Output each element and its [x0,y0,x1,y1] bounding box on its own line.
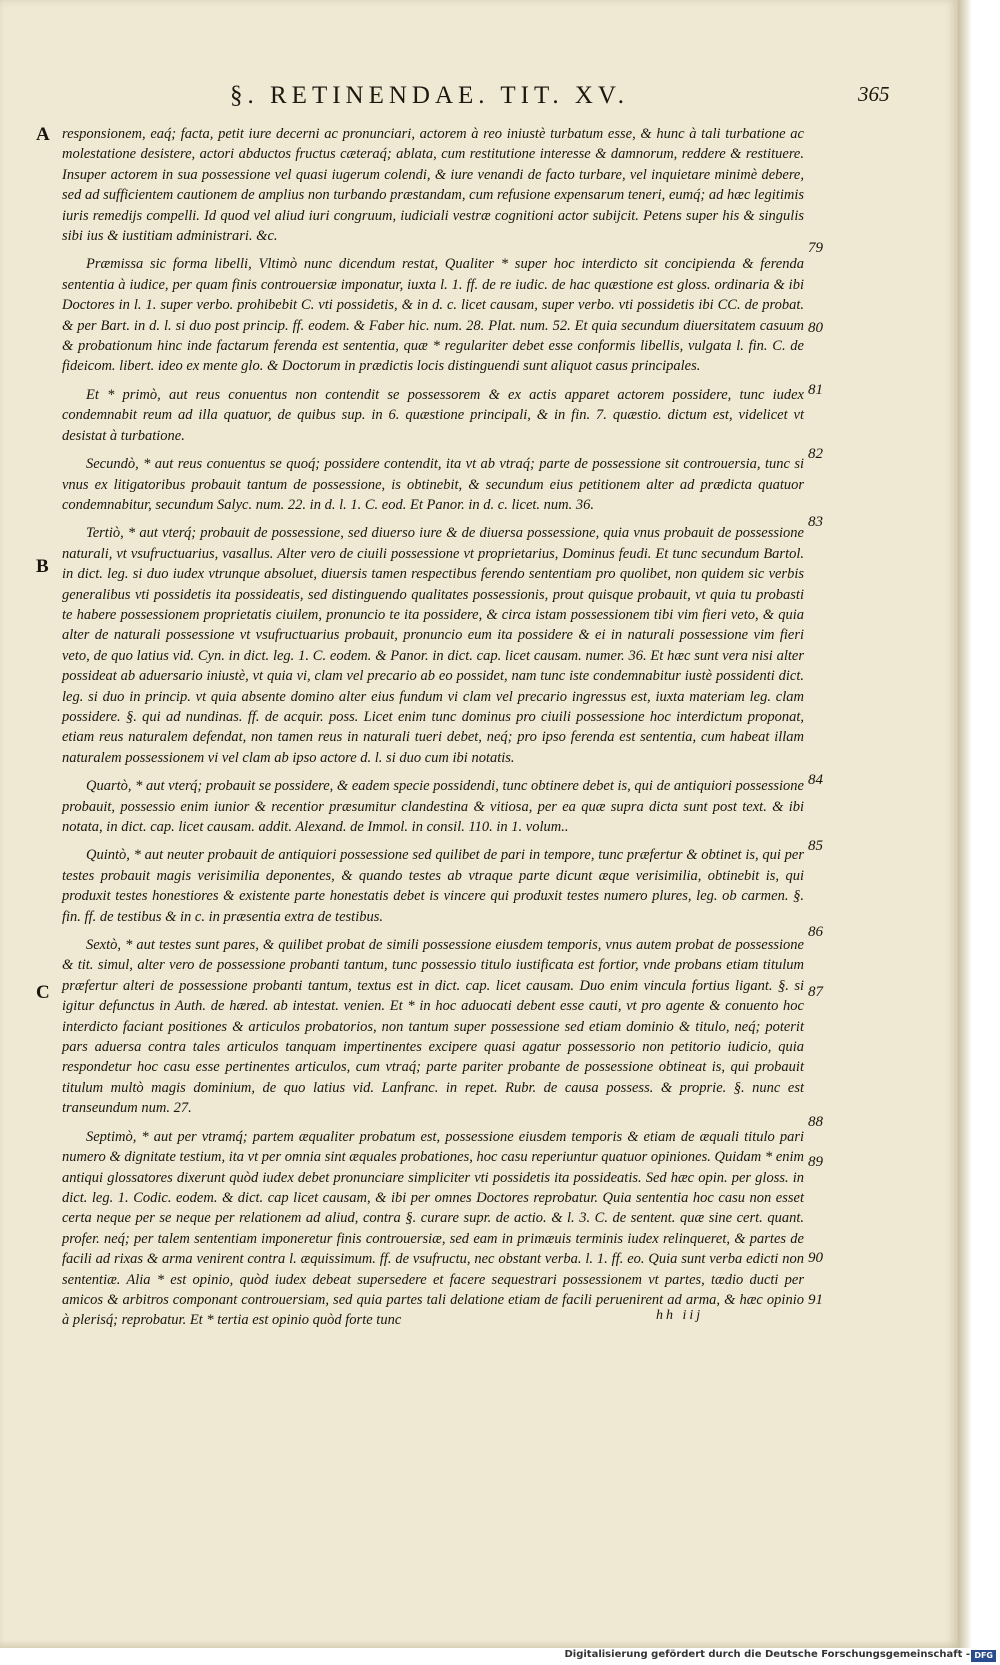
paragraph: Et * primò, aut reus conuentus non contendit se possessorem & ex actis apparet actorem possidere, tunc iudex condemnabit reum ad illa quatuor, de quibus sup. in 6. quæstione principali, & in fin. 7. quæstio. dictum est, videlicet vt desistat à turbatione. [62,386,804,444]
margin-number: 79 [808,240,823,256]
margin-letter-c: C [36,982,50,1003]
margin-number: 82 [808,446,823,462]
margin-number: 80 [808,320,823,336]
page-number: 365 [858,82,890,106]
margin-number: 90 [808,1250,823,1266]
margin-number: 85 [808,838,823,854]
page-edge-shadow [958,0,972,1648]
signature-mark: hh iij [656,1308,704,1323]
paragraph: Sextò, * aut testes sunt pares, & quilibet probat de simili possessione eiusdem temporis, vnus autem probat de possessione & tit. simul, alter vero de possessione probanti tantum, tunc possessio titulo iustificata est fortior, vnde probans etiam titulum præfertur alteri de possessione probanti tantum, textus est in dict. cap. licet causam. Duo enim vincula fortius ligant. §. si igitur defunctus in Auth. de hæred. ab intestat. venien. Et * in hoc aduocati debent esse cauti, vt pro agente & conuento hoc interdicto faciant positiones & articulos probatorios, non tantum super possessione sed etiam dominio & titulo, neq́; poterit pars aduersa contra tales articulos tanquam impertinentes excipere quasi agatur possessorio non petitorio iudicio, quia respondetur hoc casu esse pertinentes articulos, cum vtraq́; parte pariter probante de possessione obtineat is, qui probauit titulum multò magis dominium, de quo latius vid. Lanfranc. in repet. Rubr. de causa possess. & proprie. §. nunc est transeundum num. 27. [62,937,804,1117]
paragraph: Quintò, * aut neuter probauit de antiquiori possessione sed quilibet de pari in tempore, tunc præfertur & obtinet is, qui per testes probauit magis verisimilia deponentes, & quando testes ab vtraque parte dicunt æque verisimilia, obtinebit is, qui produxit testes honestiores & existente parte honestatis debet is vincere qui produxit testes numero plures, leg. ob carmen. §. fin. ff. de testibus & in c. in præsentia extra de testibus. [62,847,804,925]
margin-number: 81 [808,382,823,398]
footer-bar [0,1648,1000,1665]
paragraph: Septimò, * aut per vtramq́; partem æqualiter probatum est, possessione eiusdem temporis & etiam de æquali titulo pari numero & dignitate testium, ita vt per omnia sint æquales probationes, hoc casu reperiuntur quatuor opiniones. Quidam * enim antiqui glossatores dixerunt quòd iudex debet pronunciare simpliciter vti possidetis ita possideatis. Sed hæc opin. per gloss. in dict. leg. 1. Codic. eodem. & dict. cap licet causam, & ibi per omnes Doctores reprobatur. Quia sententia hoc casu non esset certa neque per se neque per relationem ad aliud, contra §. curare supr. de actio. & l. 3. C. de sentent. quæ sine cert. quant. profer. neq́; per talem sententiam imponeretur finis controuersiæ, sed eam in primæuis terminis iudex relinqueret, & partes de facili ad rixas & arma venirent contra l. æquissimum. ff. de vsufructu, nec obstant verba. l. 1. ff. eo. Quia sunt verba edicti non sententiæ. Alia * est opinio, quòd iudex debeat supersedere et facere sequestrari possessionem vt partes, tædio ducti per amicos & arbitros componant controuersiam, sed quia partes tali delatione etiam de facili peruenirent ad arma, & hæc opinio à plerisq́; reprobatur. Et * tertia est opinio quòd forte tunc [62,1128,804,1329]
margin-number: 89 [808,1154,823,1170]
dfg-logo: DFG [971,1650,996,1662]
paragraph: responsionem, eaq́; facta, petit iure decerni ac pronunciari, actorem à reo iniustè turbatum esse, & hunc à tali turbatione ac molestatione desistere, actori abductos fructus cæteraq́; ablata, cum restitutione interesse & damnorum, reddere & restituere. Insuper actorem in sua possessione vel quasi iugerum colendi, & iure venandi de facto turbare, vel inquietare minimè debere, sed ad sufficientem cautionem de amplius non turbando præstandam, cum refusione expensarum teneri, eumq́; ad hæc legitimis iuris remedijs compelli. Id quod vel aliud iuri congruum, iudiciali vestræ cognitioni actor subijcit. Petens super his & singulis sibi ius & iustitiam administrari. &c. [62,126,804,245]
paragraph: Tertiò, * aut vterq́; probauit de possessione, sed diuerso iure & de diuersa possessione, quia vnus probauit de possessione naturali, vt vsufructuarius, vasallus. Alter vero de ciuili possessione vt proprietarius, Dominus feudi. Et tunc secundum Bartol. in dict. leg. si duo iudex vtrunque absoluet, diuersis tamen respectibus ferendo sententiam pro quolibet, non quidem sic verbis generalibus vti possidetis ita possideatis, sed distinguendo qualitates possessionis, prout quisque probauit, vt quia tu probasti te habere possessionem proprietatis ciuilem, pronuncio te ita possidere, & circa istam possessionem tibi vim fieri veto, & quia alter de naturali possessione vt vsufructuarius probauit, pronuncio eum ita possidere & ei in naturali possessione vim fieri veto, de quo latius vid. Cyn. in dict. leg. 1. C. eodem. & Panor. in dict. cap. licet causam. numer. 36. Et hæc sunt vera nisi alter possideat ab aduersario iniustè, vt quia vi, clam vel precario ab eo possidet, nam tunc iste condemnabitur iustè possidenti dict. leg. si duo in princip. vt quia absente domino alter eius fundum vi clam vel precario ingressus est, iuxta materiam leg. clam possidere. §. qui ad nundinas. ff. de acquir. poss. Licet enim tunc dominus pro ciuili possessione hoc interdictum proponat, etiam reus naturalem defendat, non tamen reus in naturali tueri debet, neq́; pro ipso ferenda est sententia, cum habeat illam naturalem possessionem vi vel clam ab ipso actore d. l. si duo cum ibi notatis. [62,525,804,766]
margin-number: 88 [808,1114,823,1130]
margin-number: 84 [808,772,823,788]
margin-letter-a: A [36,124,50,145]
running-title: §. RETINENDAE. TIT. XV. [230,82,629,109]
page-header [0,82,958,122]
margin-number: 83 [808,514,823,530]
margin-number: 86 [808,924,823,940]
margin-number: 87 [808,984,823,1000]
paragraph: Præmissa sic forma libelli, Vltimò nunc dicendum restat, Qualiter * super hoc interdicto sit concipienda & ferenda sententia à iudice, per quam finis controuersiæ imponatur, iuxta l. 1. ff. de re iudic. de hac quæstione est gloss. ordinaria & ibi Doctores in l. 1. super verbo. prohibebit C. vti possidetis, & in d. c. licet causam, super verbo. vti possidetis ibi CC. de probat. & per Bart. in d. l. si duo post princip. ff. eodem. & Faber hic. num. 28. Plat. num. 52. Et quia secundum diuersitatem casuum & probationum hinc inde factarum ferenda est sententia, quæ * regulariter debet esse conformis libellis, vulgata l. fin. C. de fideicom. libert. ideo ex mente glo. & Doctorum in prædictis locis distinguendi sunt aliquot casus principales. [62,256,804,375]
body-text [62,124,804,1339]
paragraph: Quartò, * aut vterq́; probauit se possidere, & eadem specie possidendi, tunc obtinere debet is, qui de antiquiori possessione probauit, possessio enim iunior & recentior præsumitur clandestina & vitiosa, per ea quæ supra dicta sunt post text. & ibi notata, in dict. cap. licet causam. addit. Alexand. de Immol. in consil. 110. in 1. volum.. [62,778,804,835]
margin-letter-b: B [36,556,49,577]
paragraph: Secundò, * aut reus conuentus se quoq́; possidere contendit, ita vt ab vtraq́; parte de possessione sit controuersia, tunc si vnus ex litigatoribus probauit tantum de possessione, is obtinebit, & secundum eius petitionem alter ad prædicta quatuor condemnabitur, secundum Salyc. num. 22. in d. l. 1. C. eod. Et Panor. in d. c. licet. num. 36. [62,456,804,513]
footer-credit: Digitalisierung gefördert durch die Deutsche Forschungsgemeinschaft - [564,1649,970,1660]
margin-number: 91 [808,1292,823,1308]
